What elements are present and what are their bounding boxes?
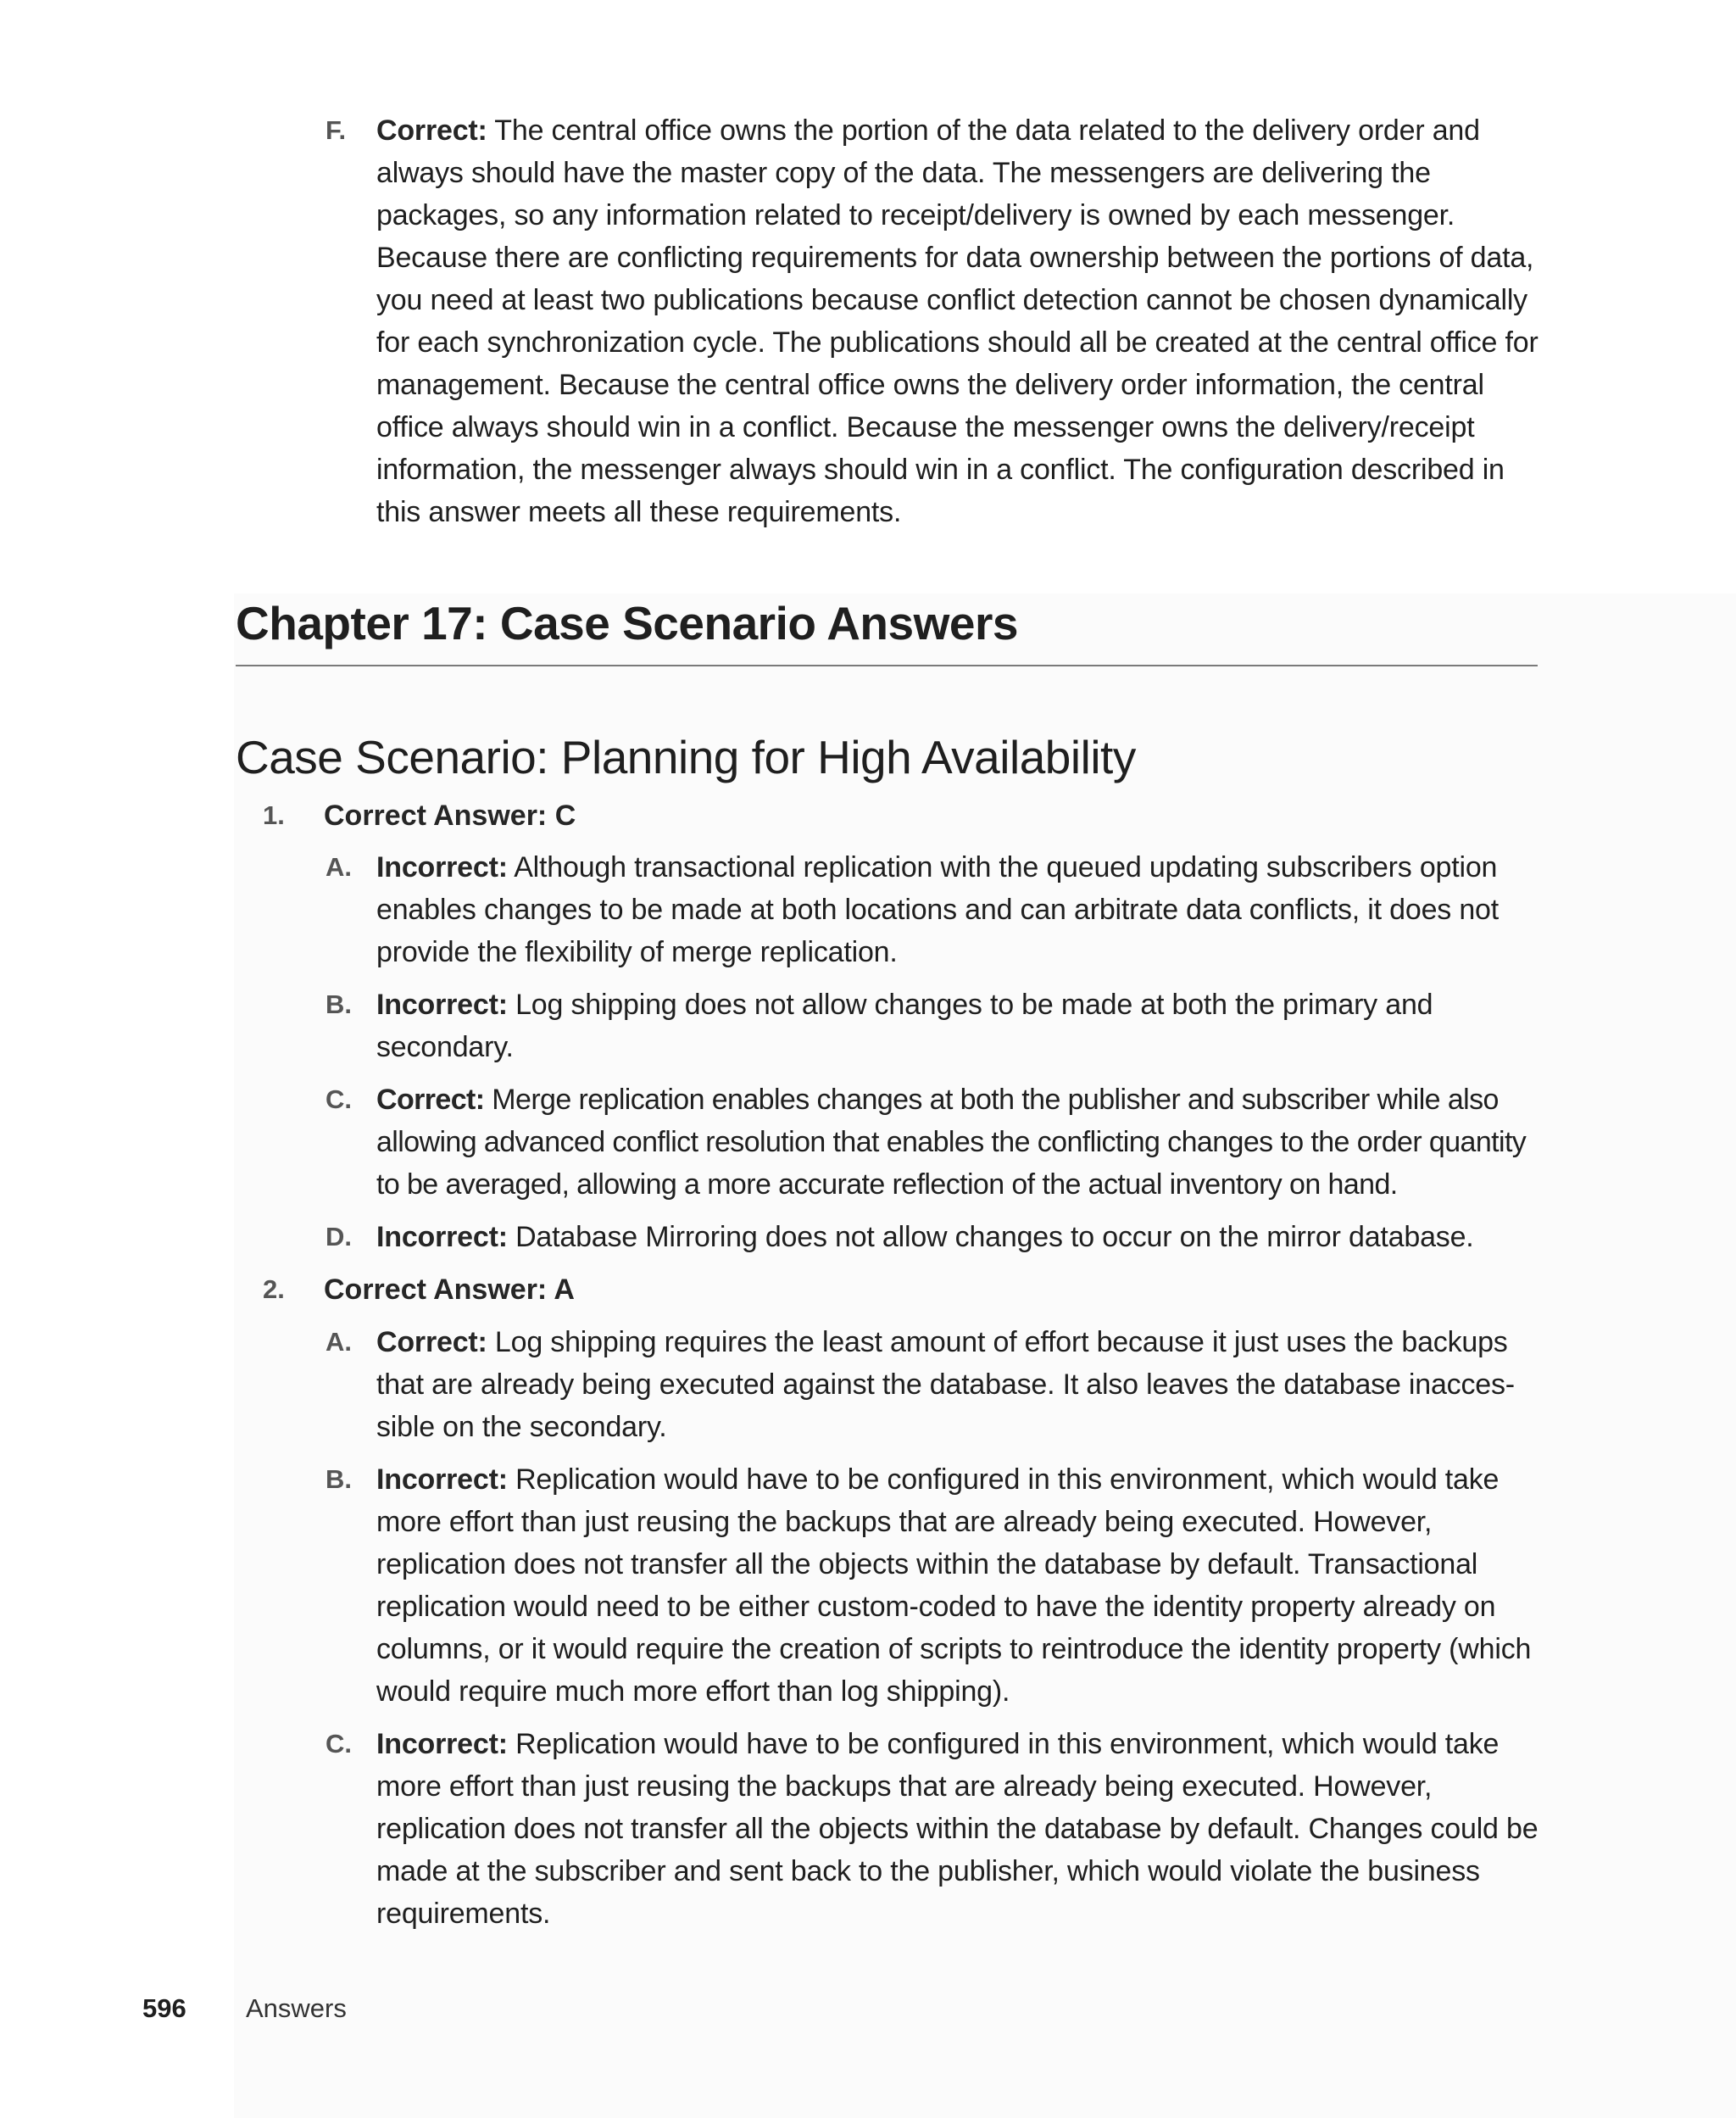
option-text: Database Mirroring does not allow changes to occur on the mirror database.: [507, 1221, 1474, 1253]
option-label: Correct:: [376, 114, 487, 147]
option-body: [376, 1216, 1546, 1258]
option-letter: C.: [326, 1084, 352, 1114]
option-text: Merge replication enables changes at both the publisher and subscriber while also allowing advanced conflict resolution that enables the conflicting changes to the order quantity to be averaged, allowing a more accurate reflection of the actual inventory on hand.: [376, 1084, 1527, 1201]
question-1-option-c: [326, 1079, 1546, 1206]
option-label: Incorrect:: [376, 989, 508, 1021]
option-body: [376, 1321, 1546, 1448]
question-1-option-d: [326, 1216, 1546, 1258]
question-1-option-b: [326, 984, 1546, 1068]
option-text: The central office owns the portion of the data related to the delivery order and always should have the master copy of the data. The messengers are delivering the packages, so any information related to receipt/delivery is owned by each messenger. Because there are conflicting requirements for data ownership between the portions of data, you need at least two publications because conflict detection cannot be chosen dynamically for each synchronization cycle. The publications should all be created at the central office for management. Because the central office owns the delivery order information, the central office always should win in a conflict. Because the messenger owns the delivery/receipt information, the messenger always should win in a conflict. The configuration described in this answer meets all these requirements.: [376, 114, 1538, 528]
chapter-divider: [236, 665, 1538, 666]
option-letter: D.: [326, 1222, 352, 1251]
option-body: [376, 1079, 1546, 1206]
question-answer: Correct Answer: A: [324, 1274, 575, 1306]
option-letter: F.: [326, 115, 347, 145]
option-label: Incorrect:: [376, 1221, 508, 1253]
option-body: [376, 846, 1546, 973]
option-text: Although transactional replication with the queued updating subscribers option enables changes to be made at both locations and can arbitrate data conflicts, it does not provide the flexibility of merge replication.: [376, 851, 1499, 968]
option-label: Incorrect:: [376, 1463, 508, 1496]
question-answer: Correct Answer: C: [324, 800, 576, 832]
option-text: Log shipping requires the least amount of effort because it just uses the backups that are already being executed against the database. It also leaves the database inacces-sible on the secondary.: [376, 1326, 1515, 1443]
option-letter: A.: [326, 1327, 352, 1357]
option-text: Log shipping does not allow changes to be made at both the primary and secondary.: [376, 989, 1433, 1063]
option-label: Incorrect:: [376, 1728, 508, 1760]
chapter-title: Chapter 17: Case Scenario Answers: [236, 597, 1018, 649]
question-2-option-b: [326, 1458, 1546, 1713]
option-text: Replication would have to be configured in this environment, which would take more effort than just reusing the backups that are already being executed. However, replication does not transfer all the objects within the database by default. Transactional replication would need to be either custom-coded to have the identity property already on columns, or it would require the creation of scripts to reintroduce the identity property (which would require much more effort than log shipping).: [376, 1463, 1532, 1708]
question-2: [263, 1268, 1534, 1311]
question-2-option-a: [326, 1321, 1546, 1448]
question-1: [263, 794, 1534, 837]
option-label: Correct:: [376, 1084, 485, 1116]
option-text: Replication would have to be configured in this environment, which would take more effort than just reusing the backups that are already being executed. However, replication does not transfer all the objects within the database by default. Changes could be made at the subscriber and sent back to the publisher, which would violate the business requirements.: [376, 1728, 1538, 1930]
question-1-option-a: [326, 846, 1546, 973]
section-title: Case Scenario: Planning for High Availability: [236, 731, 1136, 783]
intro-option: [326, 109, 1546, 533]
option-label: Correct:: [376, 1326, 487, 1358]
running-footer: Answers: [246, 1993, 347, 2023]
option-label: Incorrect:: [376, 851, 508, 883]
option-body: [376, 1723, 1546, 1935]
option-letter: B.: [326, 989, 352, 1019]
page-number: 596: [142, 1993, 186, 2023]
question-number: 1.: [263, 800, 285, 830]
option-body: [376, 109, 1546, 533]
option-letter: B.: [326, 1464, 352, 1494]
option-body: [376, 984, 1546, 1068]
question-number: 2.: [263, 1274, 285, 1304]
option-letter: A.: [326, 852, 352, 882]
question-2-option-c: [326, 1723, 1546, 1935]
option-letter: C.: [326, 1729, 352, 1758]
option-body: [376, 1458, 1546, 1713]
